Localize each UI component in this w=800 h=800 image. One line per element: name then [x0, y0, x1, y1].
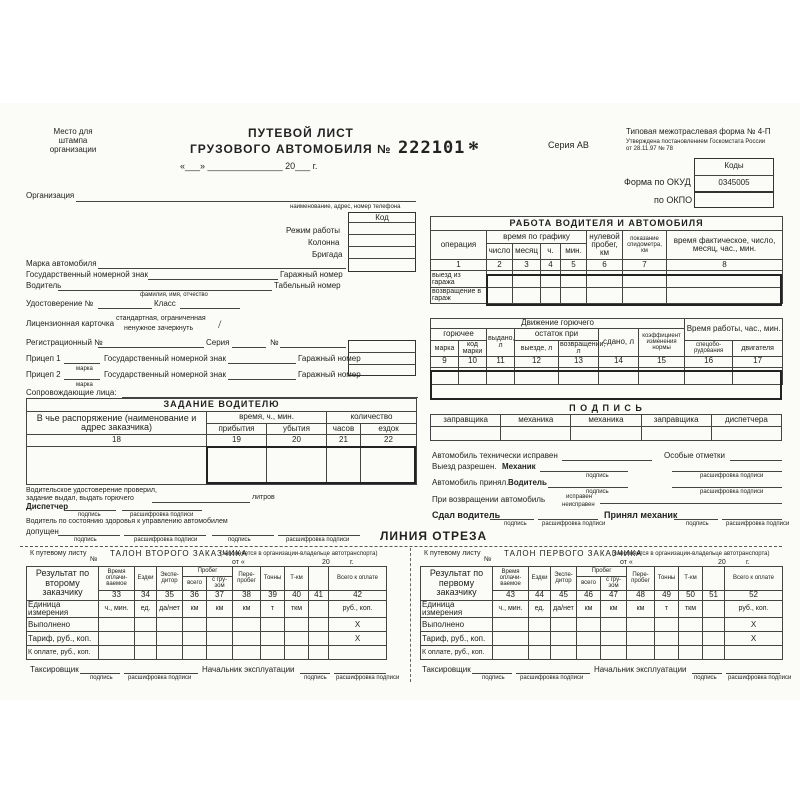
hour-header: ч. [541, 243, 561, 259]
c2-row-label: К оплате, руб., коп. [27, 646, 99, 660]
sign-decode-hint: расшифровка подписи [542, 521, 606, 527]
c1-row-label: К оплате, руб., коп. [421, 646, 493, 660]
c2-head: Начальник эксплуатации [202, 665, 295, 674]
health-label: Водитель по состоянию здоровья к управлению автомобилем [26, 518, 228, 525]
col-num: 14 [599, 356, 639, 367]
zero-run-header: нулевой пробег, км [587, 231, 623, 260]
task-issued: задание выдал, выдать горючего [26, 495, 134, 502]
work-time-header: Время работы, час., мин. [685, 319, 783, 341]
col-num: 36 [183, 590, 207, 600]
trailer2-state: Государственный номерной знак [104, 370, 226, 379]
sign-decode-hint: расшифровка подписи [700, 489, 764, 495]
signature-table [430, 414, 782, 441]
col-num: 33 [99, 590, 135, 600]
return-row-label: возвращение в гараж [431, 287, 487, 303]
trailer1-garage: Гаражный номер [298, 354, 361, 363]
issued-header: выдано, л [487, 329, 515, 357]
trailer2-garage: Гаражный номер [298, 370, 361, 379]
c1-hint: (заполняется в организации-владельце автотранспорта) [612, 551, 770, 557]
c1-mileage: Пробег [577, 567, 627, 577]
bad-option: неисправен [562, 502, 595, 508]
col-num: 39 [261, 590, 285, 600]
task-cell[interactable] [27, 447, 207, 485]
coef-header: коэффициент изменения нормы [639, 329, 685, 357]
on-return-label: При возвращении автомобиль [432, 495, 546, 504]
col-num: 7 [623, 259, 667, 270]
col-num: 37 [207, 590, 233, 600]
ok-option: исправен [566, 494, 593, 500]
col-num: 8 [667, 259, 783, 270]
brigade-label: Бригада [312, 250, 343, 259]
c2-unit: км [233, 600, 261, 618]
sign-decode-hint: расшифровка подписи [128, 675, 192, 681]
col-num: 3 [513, 259, 541, 270]
approved-date: от 28.11.97 № 78 [626, 146, 673, 152]
code-header: код марки [459, 341, 487, 357]
special-header: спецобо-рудования [685, 341, 733, 357]
sig-col: механика [571, 415, 641, 427]
okpo-field[interactable] [694, 192, 774, 208]
mechanic-label: Механик [502, 462, 536, 471]
c1-row-label: Тариф, руб., коп. [421, 632, 493, 646]
sig-cell[interactable] [571, 427, 641, 441]
col-num: 22 [361, 435, 417, 447]
escorts-label: Сопровождающие лица: [26, 388, 117, 397]
col-num: 41 [309, 590, 329, 600]
c1-x-mark: X [725, 618, 783, 632]
sign-hint: подпись [504, 521, 527, 527]
c2-col: Ездки [135, 567, 157, 591]
c2-unit: т [261, 600, 285, 618]
driver-hint: фамилия, имя, отчество [140, 292, 208, 298]
c1-unit: ч., мин. [493, 600, 529, 618]
sched-time-header: время по графику [487, 231, 587, 243]
c2-row-label: Выполнено [27, 618, 99, 632]
sign-hint: подпись [482, 675, 505, 681]
license-card-opts: стандартная, ограниченная [116, 315, 206, 322]
c1-col: Тонны [655, 567, 679, 591]
fuel-title: Движение горючего [431, 319, 685, 329]
c1-col: Экспе-дитор [551, 567, 577, 591]
col-num: 4 [541, 259, 561, 270]
trailer2-brand: марка [76, 382, 93, 388]
codes-label: Коды [724, 161, 744, 170]
c2-col: с гру-зом [207, 577, 233, 591]
c1-unit: ткм [679, 600, 703, 618]
remainder-header: остаток при [515, 329, 599, 341]
exit-allowed-label: Выезд разрешен. [432, 462, 497, 471]
c2-col: Т-км [285, 567, 309, 591]
car-brand-label: Марка автомобиля [26, 259, 97, 268]
col-num: 52 [725, 590, 783, 600]
c1-x-mark: X [725, 632, 783, 646]
c2-year: 20 [322, 559, 330, 566]
c2-num: № [90, 556, 98, 563]
c2-title: ТАЛОН ВТОРОГО ЗАКАЗЧИКА [110, 549, 248, 558]
admitted-label: допущен [26, 527, 59, 536]
special-notes-label: Особые отметки [664, 451, 726, 460]
col-num: 20 [267, 435, 327, 447]
title-line1: ПУТЕВОЙ ЛИСТ [248, 126, 354, 140]
sign-decode-hint: расшифровка подписи [286, 537, 350, 543]
sign-decode-hint: расшифровка подписи [130, 512, 194, 518]
c1-y: г. [746, 559, 750, 566]
c1-col: Ездки [529, 567, 551, 591]
trailer1-state: Государственный номерной знак [104, 354, 226, 363]
liters-label: литров [252, 494, 275, 501]
c1-col: всего [577, 577, 601, 591]
c2-unit: да/нет [157, 600, 183, 618]
col-num: 35 [157, 590, 183, 600]
trailer1-brand: марка [76, 366, 93, 372]
personnel-number-label: Табельный номер [274, 281, 341, 290]
sign-decode-hint: расшифровка подписи [134, 537, 198, 543]
column-label: Колонна [308, 238, 340, 247]
sign-hint: подпись [304, 675, 327, 681]
col-num: 12 [515, 356, 559, 367]
depart-row-label: выезд из гаража [431, 271, 487, 287]
speedometer-header: показание спидометра, км [623, 231, 667, 260]
c1-unit: руб., коп. [725, 600, 783, 618]
col-num: 43 [493, 590, 529, 600]
waybill-number: 222101 [398, 138, 466, 158]
col-num: 15 [639, 356, 685, 367]
c2-from: от « [232, 559, 245, 566]
work-mode-label: Режим работы [286, 226, 341, 235]
col-num: 5 [561, 259, 587, 270]
trailer1-label: Прицеп 1 [26, 354, 61, 363]
sig-cell[interactable] [501, 427, 571, 441]
col-num: 45 [551, 590, 577, 600]
c2-col: Экспе-дитор [157, 567, 183, 591]
c1-unit: ед. [529, 600, 551, 618]
c2-x-mark: X [329, 632, 387, 646]
c1-row-label: Выполнено [421, 618, 493, 632]
handed-driver-label: Сдал водитель [432, 510, 501, 520]
c1-year: 20 [718, 559, 726, 566]
asterisk-icon: * [468, 136, 479, 161]
sign-hint: подпись [586, 489, 609, 495]
count-header: количество [327, 412, 417, 424]
c2-unit: км [183, 600, 207, 618]
col-num: 2 [487, 259, 513, 270]
sign-hint: подпись [90, 675, 113, 681]
col-num: 16 [685, 356, 733, 367]
handed-header: сдано, л [599, 329, 639, 357]
c1-taxer: Таксировщик [422, 665, 471, 674]
okud-label: Форма по ОКУД [624, 177, 691, 187]
operation-header: операция [431, 231, 487, 260]
c1-num: № [484, 556, 492, 563]
c1-result: Результат по первому заказчику [421, 567, 493, 601]
c2-unit: ткм [285, 600, 309, 618]
c2-x-mark: X [329, 618, 387, 632]
c1-col: Т-км [679, 567, 703, 591]
sig-col: заправщика [431, 415, 501, 427]
sign-decode-hint: расшифровка подписи [520, 675, 584, 681]
minute-header: мин. [561, 243, 587, 259]
brand-header: марка [431, 341, 459, 357]
c2-col: Пере-пробег [233, 567, 261, 591]
col-num: 6 [587, 259, 623, 270]
col-num: 19 [207, 435, 267, 447]
c1-col: Всего к оплате [725, 567, 783, 591]
accepted-mech-label: Принял механик [604, 510, 678, 520]
sign-decode-hint: расшифровка подписи [700, 473, 764, 479]
sign-hint: подпись [694, 675, 717, 681]
c2-col: Время оплачи-ваемое [99, 567, 135, 591]
col-num: 38 [233, 590, 261, 600]
okpo-label: по ОКПО [654, 195, 693, 205]
license-label: Удостоверение № [26, 299, 94, 308]
c1-unit: км [601, 600, 627, 618]
engine-header: двигателя [733, 341, 783, 357]
col-num: 9 [431, 356, 459, 367]
sign-decode-hint: расшифровка подписи [728, 675, 792, 681]
on-depart-header: выезде, л [515, 341, 559, 357]
sig-col: заправщика [641, 415, 711, 427]
col-num: 34 [135, 590, 157, 600]
date-line[interactable]: «___» _______________ 20___ г. [180, 161, 318, 171]
c1-col: Пере-пробег [627, 567, 655, 591]
work-title: РАБОТА ВОДИТЕЛЯ И АВТОМОБИЛЯ [431, 217, 783, 231]
approved: Утверждена постановлением Госкомстата России [626, 139, 766, 145]
state-number-label: Государственный номерной знак [26, 270, 148, 279]
c1-title: ТАЛОН ПЕРВОГО ЗАКАЗЧИКА [504, 549, 643, 558]
trailer2-label: Прицеп 2 [26, 370, 61, 379]
c2-unit: ед. [135, 600, 157, 618]
col-num: 42 [329, 590, 387, 600]
c2-col: Всего к оплате [329, 567, 387, 591]
sign-hint: подпись [586, 473, 609, 479]
c1-col: с гру-зом [601, 577, 627, 591]
col-num: 49 [655, 590, 679, 600]
col-num: 21 [327, 435, 361, 447]
departure-header: убытия [267, 424, 327, 435]
c2-col: Тонны [261, 567, 285, 591]
col-num: 47 [601, 590, 627, 600]
col-num: 1 [431, 259, 487, 270]
signature-title: П О Д П И С Ь [569, 403, 643, 413]
license-card-hint: ненужное зачеркнуть [124, 325, 194, 332]
tech-ok-label: Автомобиль технически исправен [432, 451, 558, 460]
sig-cell[interactable] [641, 427, 711, 441]
col-num: 48 [627, 590, 655, 600]
c2-row-label: Единица измерения [27, 600, 99, 618]
day-header: число [487, 243, 513, 259]
c1-row-label: Единица измерения [421, 600, 493, 618]
c1-unit: км [627, 600, 655, 618]
driver-label: Водитель [26, 281, 62, 290]
on-return-header: возвращении, л [560, 341, 606, 356]
time-header: время, ч., мин. [207, 412, 327, 424]
cert-checked: Водительское удостоверение проверил, [26, 487, 157, 494]
c1-unit: да/нет [551, 600, 577, 618]
okud-value[interactable]: 0345005 [718, 178, 750, 187]
garage-number-label: Гаражный номер [280, 270, 343, 279]
c2-unit: ч., мин. [99, 600, 135, 618]
cut-line-label: ЛИНИЯ ОТРЕЗА [380, 529, 488, 543]
cut-line [20, 546, 782, 547]
c2-y: г. [350, 559, 354, 566]
sign-hint: подпись [78, 512, 101, 518]
dispatcher-label: Диспетчер [26, 502, 69, 511]
sig-cell[interactable] [431, 427, 501, 441]
col-num: 13 [559, 356, 599, 367]
c2-waybill: К путевому листу [30, 550, 87, 557]
c1-from: от « [620, 559, 633, 566]
class-label: Класс [154, 299, 176, 308]
stamp-place: Место для штампа организации [49, 127, 97, 154]
organization-label: Организация [26, 191, 75, 200]
sig-col: диспетчера [711, 415, 781, 427]
month-header: месяц [513, 243, 541, 259]
col-num: 11 [487, 356, 515, 367]
c1-unit: т [655, 600, 679, 618]
col-num: 18 [27, 435, 207, 447]
coupon1-table [420, 566, 783, 660]
c2-result: Результат по второму заказчику [27, 567, 99, 601]
c1-unit: км [577, 600, 601, 618]
col-num: 44 [529, 590, 551, 600]
hours-header: часов [327, 424, 361, 435]
c1-col: Время оплачи-ваемое [493, 567, 529, 591]
license-card-label: Лицензионная карточка [26, 319, 115, 328]
fuel-header: горючее [431, 329, 487, 341]
org-hint: наименование, адрес, номер телефона [290, 204, 401, 210]
series-label: Серия [206, 338, 230, 347]
col-num: 51 [703, 590, 725, 600]
task-title: ЗАДАНИЕ ВОДИТЕЛЮ [27, 399, 417, 412]
c2-taxer: Таксировщик [30, 665, 79, 674]
arrival-header: прибытия [207, 424, 267, 435]
rides-header: ездок [361, 424, 417, 435]
col-num: 10 [459, 356, 487, 367]
num-label: № [270, 338, 279, 347]
c2-unit: руб., коп. [329, 600, 387, 618]
sign-hint: подпись [228, 537, 251, 543]
title-line2: ГРУЗОВОГО АВТОМОБИЛЯ № [190, 142, 392, 156]
form-type: Типовая межотраслевая форма № 4-П [626, 127, 771, 136]
col-num: 46 [577, 590, 601, 600]
c2-col: всего [183, 577, 207, 591]
series: Серия АВ [548, 140, 589, 150]
sig-col: механика [501, 415, 571, 427]
code-header: Код [375, 213, 389, 222]
c1-head: Начальник эксплуатации [594, 665, 687, 674]
sign-decode-hint: расшифровка подписи [726, 521, 790, 527]
coupon2-table [26, 566, 387, 660]
pen-mark: / [218, 317, 222, 331]
c1-waybill: К путевому листу [424, 550, 481, 557]
col-num: 40 [285, 590, 309, 600]
at-disposal-header: В чье распоряжение (наименование и адрес заказчика) [27, 412, 207, 435]
c2-hint: (заполняется в организации-владельце автотранспорта) [220, 551, 378, 557]
reg-number-label: Регистрационный № [26, 338, 103, 347]
col-num: 17 [733, 356, 783, 367]
col-num: 50 [679, 590, 703, 600]
sign-decode-hint: расшифровка подписи [336, 675, 400, 681]
sig-cell[interactable] [711, 427, 781, 441]
c2-mileage: Пробег [183, 567, 233, 577]
c2-unit: км [207, 600, 233, 618]
car-accepted-label: Автомобиль принял. [432, 478, 509, 487]
c2-row-label: Тариф, руб., коп. [27, 632, 99, 646]
sign-hint: подпись [686, 521, 709, 527]
sign-hint: подпись [74, 537, 97, 543]
driver-sign-label: Водитель [508, 478, 547, 487]
actual-time-header: время фактическое, число, месяц, час., мин. [667, 231, 783, 260]
